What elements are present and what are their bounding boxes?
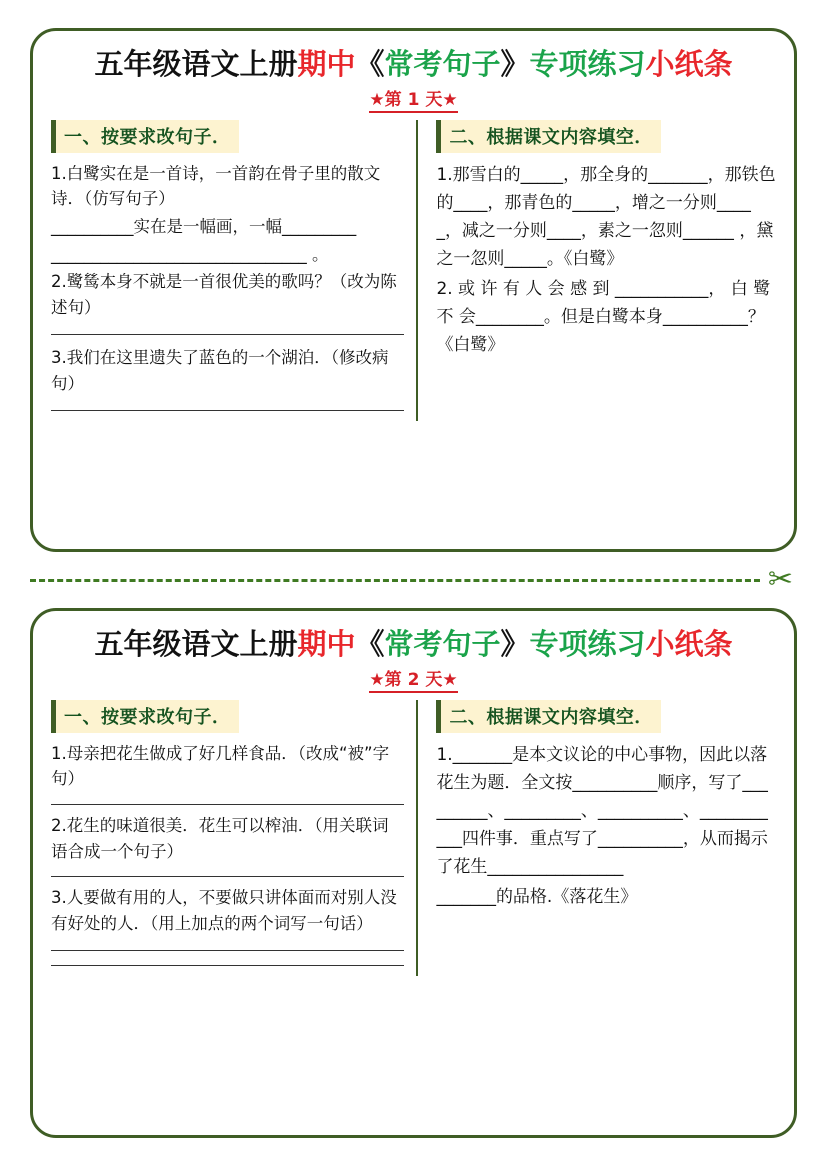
section-heading-label: 二、根据课文内容填空．	[449, 706, 653, 728]
title-part-5: 》	[500, 47, 530, 81]
title-part-3: 《	[355, 47, 385, 81]
fill-blank-item: 1.那雪白的_____，那全身的_______，那铁色的____，那青色的_____，增之一分则_____，减之一分则____，素之一忽则______ ，黛之一忽则_____。《白鹭》	[436, 164, 776, 270]
card2-columns	[51, 700, 776, 976]
title-part-7: 小纸条	[645, 47, 733, 81]
title-part-1: 五年级语文上册	[94, 627, 298, 661]
question-item: 3.我们在这里遗失了蓝色的一个湖泊．（修改病句）	[51, 348, 389, 393]
day-badge-label: ★第 1 天★	[369, 90, 457, 113]
section-heading-label: 一、按要求改句子．	[64, 126, 231, 148]
answer-line[interactable]	[51, 876, 404, 877]
section-heading-1a	[51, 120, 239, 153]
title-part-4: 常考句子	[384, 47, 501, 81]
answer-line[interactable]	[51, 410, 404, 411]
day-badge-2	[51, 665, 776, 690]
worksheet-card-day1	[30, 28, 797, 552]
page-title-2	[51, 629, 776, 661]
card2-section-right	[432, 700, 776, 976]
title-part-6: 专项练习	[529, 47, 646, 81]
title-part-3: 《	[355, 627, 385, 661]
day-badge-label: ★第 2 天★	[369, 670, 457, 693]
section-heading-1b	[436, 120, 661, 153]
question-item: 1.白鹭实在是一首诗，一首韵在骨子里的散文诗．（仿写句子）	[51, 163, 381, 209]
answer-line[interactable]	[51, 950, 404, 951]
title-part-5: 》	[500, 627, 530, 661]
question-item: 2.鹭鸶本身不就是一首很优美的歌吗？（改为陈述句）	[51, 272, 397, 317]
worksheet-card-day2	[30, 608, 797, 1138]
title-part-1: 五年级语文上册	[94, 47, 298, 81]
section-heading-2a	[51, 700, 239, 733]
fill-blank-item: _______的品格.《落花生》	[436, 887, 638, 908]
cut-line-divider	[30, 552, 797, 608]
page-title	[51, 49, 776, 81]
answer-line[interactable]	[51, 804, 404, 805]
fill-blank-item: 1._______是本文议论的中心事物，因此以落花生为题．全文按__________顺序，写了_________、_________、__________、___________四件事．重点写了__________，从而揭示了花生________________	[436, 744, 768, 878]
section-heading-label: 二、根据课文内容填空．	[449, 126, 653, 148]
section-heading-2b	[436, 700, 661, 733]
card2-section-left	[51, 700, 418, 976]
card1-columns	[51, 120, 776, 422]
card1-section-left	[51, 120, 418, 422]
question-item: 2.花生的味道很美．花生可以榨油．（用关联词语合成一个句子）	[51, 816, 389, 861]
title-part-4: 常考句子	[384, 627, 501, 661]
title-part-2: 期中	[297, 627, 356, 661]
title-part-2: 期中	[297, 47, 356, 81]
day-badge-1	[51, 85, 776, 110]
question-item: 3.人要做有用的人，不要做只讲体面而对别人没有好处的人．（用上加点的两个词写一句话）	[51, 888, 397, 933]
question-item: _______________________________ 。	[51, 244, 329, 264]
question-item: 1.母亲把花生做成了好几样食品．（改成“被”字句）	[51, 743, 390, 789]
answer-line[interactable]	[51, 965, 404, 966]
question-item: __________实在是一幅画，一幅_________	[51, 217, 357, 237]
answer-line[interactable]	[51, 334, 404, 335]
fill-blank-item: 2. 或 许 有 人 会 感 到 ___________， 白 鹭 不 会________。但是白鹭本身__________？《白鹭》	[436, 279, 771, 356]
section-heading-label: 一、按要求改句子．	[64, 706, 231, 728]
title-part-7: 小纸条	[645, 627, 733, 661]
scissors-icon: ✂	[767, 563, 793, 596]
dashed-line	[30, 579, 760, 582]
title-part-6: 专项练习	[529, 627, 646, 661]
card1-section-right	[432, 120, 776, 422]
